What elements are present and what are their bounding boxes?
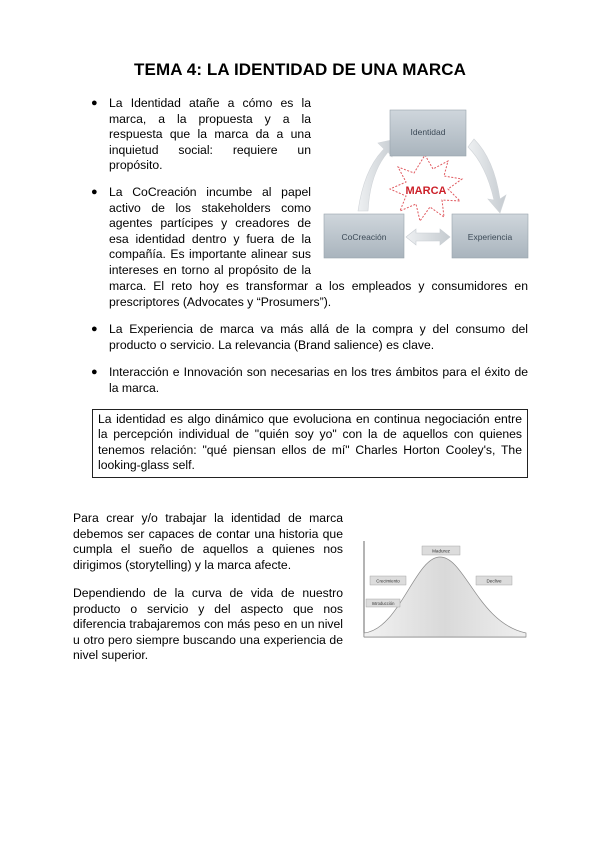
double-arrow	[406, 229, 450, 245]
paragraph-curva-vida: Dependiendo de la curva de vida de nuestro producto o servicio y del aspecto que nos diferencia trabajaremos con más peso en un nivel u otro pero siempre buscando una experiencia de nivel superior.	[73, 586, 343, 663]
quote-box: La identidad es algo dinámico que evoluciona en continua negociación entre la percepción individual de "quién soy yo" con la de aquellos con quienes tenemos relación: "qué piensan ellos de mí" Charles Horton Cooley's, The looking-glass self.	[92, 409, 528, 478]
cocreacion-label: CoCreación	[341, 232, 387, 242]
stage-declive-label: Declive	[486, 578, 502, 584]
bullet-icon: ●	[91, 186, 98, 198]
stage-crecimiento-label: Crecimiento	[376, 578, 400, 584]
stage-introduccion-label: Introducción	[371, 601, 395, 606]
stage-madurez-label: Madurez	[432, 548, 450, 554]
bullet-experiencia: La Experiencia de marca va más allá de la compra y del consumo del producto o servicio. La relevancia (Brand salience) es clave.	[109, 322, 528, 352]
bullet-interaccion: Interacción e Innovación son necesarias en los tres ámbitos para el éxito de la marca.	[109, 365, 528, 395]
arrow-identidad-experiencia	[468, 139, 506, 213]
identidad-label: Identidad	[410, 127, 446, 137]
experiencia-label: Experiencia	[467, 232, 513, 242]
bullet-icon: ●	[91, 97, 98, 109]
paragraph-storytelling: Para crear y/o trabajar la identidad de marca debemos ser capaces de contar una historia que cumpla el sueño de aquellos a quienes nos dirigimos (storytelling) y la marca afecte.	[73, 511, 343, 572]
lifecycle-chart	[360, 537, 530, 643]
bullet-cocreacion-continuation: marca. El reto hoy es transformar a los empleados y consumidores en prescriptores (Advocates y “Prosumers”).	[109, 279, 528, 309]
identity-diagram	[322, 103, 532, 263]
marca-label: MARCA	[405, 185, 447, 197]
bullet-icon: ●	[91, 366, 98, 378]
bullet-identidad: La Identidad atañe a cómo es la marca, a la propuesta y a la respuesta que la marca da a una inquietud social: requiere un propósito.	[109, 96, 311, 173]
lifecycle-curve	[364, 557, 526, 637]
page-title: TEMA 4: LA IDENTIDAD DE UNA MARCA	[134, 60, 466, 79]
bullet-cocreacion: La CoCreación incumbe al papel activo de los stakeholders como agentes partícipes y creadores de esa identidad dentro y fuera de la compañía. Es importante alinear sus intereses en torno al propósito de la	[109, 185, 311, 277]
bullet-icon: ●	[91, 323, 98, 335]
